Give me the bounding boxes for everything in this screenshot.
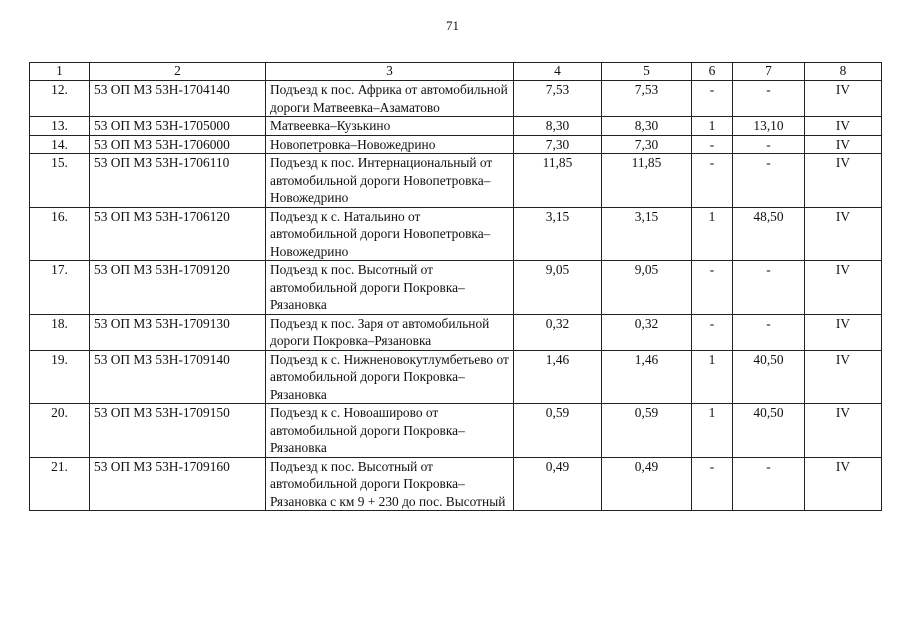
road-name: Подъезд к с. Натальино от автомобильной дороги Новопетровка–Новожедрино — [266, 207, 514, 261]
road-length-2: 1,46 — [602, 350, 692, 404]
table-header — [30, 63, 882, 81]
road-length-2: 0,59 — [602, 404, 692, 458]
road-category: IV — [805, 135, 882, 154]
table-row — [30, 81, 882, 117]
road-code: 53 ОП МЗ 53Н-1709160 — [90, 457, 266, 511]
col-7-value: - — [733, 135, 805, 154]
road-name: Подъезд к пос. Интернациональный от автомобильной дороги Новопетровка–Новожедрино — [266, 154, 514, 208]
page-number: 71 — [446, 18, 459, 33]
row-number: 15. — [30, 154, 90, 208]
road-code: 53 ОП МЗ 53Н-1706000 — [90, 135, 266, 154]
header-col-7: 7 — [733, 63, 805, 81]
road-code: 53 ОП МЗ 53Н-1709140 — [90, 350, 266, 404]
table-row — [30, 404, 882, 458]
road-length: 8,30 — [514, 117, 602, 136]
table-row — [30, 117, 882, 136]
row-number: 18. — [30, 314, 90, 350]
road-length: 1,46 — [514, 350, 602, 404]
col-6-value: - — [692, 135, 733, 154]
road-category: IV — [805, 404, 882, 458]
header-col-5: 5 — [602, 63, 692, 81]
col-6-value: - — [692, 261, 733, 315]
col-7-value: 40,50 — [733, 404, 805, 458]
road-code: 53 ОП МЗ 53Н-1709120 — [90, 261, 266, 315]
road-length-2: 0,49 — [602, 457, 692, 511]
road-category: IV — [805, 314, 882, 350]
col-6-value: 1 — [692, 207, 733, 261]
row-number: 12. — [30, 81, 90, 117]
road-length: 0,49 — [514, 457, 602, 511]
road-length: 0,32 — [514, 314, 602, 350]
road-length-2: 9,05 — [602, 261, 692, 315]
col-6-value: 1 — [692, 117, 733, 136]
table-row — [30, 350, 882, 404]
roads-table — [29, 62, 882, 511]
road-length: 7,30 — [514, 135, 602, 154]
road-length-2: 3,15 — [602, 207, 692, 261]
table-row — [30, 135, 882, 154]
row-number: 14. — [30, 135, 90, 154]
road-length-2: 7,53 — [602, 81, 692, 117]
road-name: Подъезд к пос. Высотный от автомобильной дороги Покровка–Рязановка — [266, 261, 514, 315]
road-name: Новопетровка–Новожедрино — [266, 135, 514, 154]
table-body — [30, 81, 882, 511]
road-length-2: 11,85 — [602, 154, 692, 208]
road-length: 0,59 — [514, 404, 602, 458]
road-length-2: 0,32 — [602, 314, 692, 350]
col-7-value: 13,10 — [733, 117, 805, 136]
road-name: Подъезд к пос. Африка от автомобильной дороги Матвеевка–Азаматово — [266, 81, 514, 117]
road-category: IV — [805, 350, 882, 404]
col-6-value: 1 — [692, 350, 733, 404]
col-7-value: 48,50 — [733, 207, 805, 261]
road-code: 53 ОП МЗ 53Н-1706110 — [90, 154, 266, 208]
road-name: Подъезд к пос. Заря от автомобильной дороги Покровка–Рязановка — [266, 314, 514, 350]
road-category: IV — [805, 457, 882, 511]
col-6-value: - — [692, 81, 733, 117]
col-6-value: 1 — [692, 404, 733, 458]
road-category: IV — [805, 261, 882, 315]
road-category: IV — [805, 154, 882, 208]
road-length-2: 8,30 — [602, 117, 692, 136]
header-col-3: 3 — [266, 63, 514, 81]
table-row — [30, 314, 882, 350]
road-length: 11,85 — [514, 154, 602, 208]
road-length: 9,05 — [514, 261, 602, 315]
road-code: 53 ОП МЗ 53Н-1704140 — [90, 81, 266, 117]
col-6-value: - — [692, 314, 733, 350]
header-col-4: 4 — [514, 63, 602, 81]
row-number: 20. — [30, 404, 90, 458]
road-code: 53 ОП МЗ 53Н-1709130 — [90, 314, 266, 350]
road-length-2: 7,30 — [602, 135, 692, 154]
row-number: 16. — [30, 207, 90, 261]
road-name: Подъезд к с. Нижненовокутлумбетьево от автомобильной дороги Покровка–Рязановка — [266, 350, 514, 404]
col-7-value: - — [733, 154, 805, 208]
road-category: IV — [805, 207, 882, 261]
header-col-1: 1 — [30, 63, 90, 81]
row-number: 21. — [30, 457, 90, 511]
road-length: 7,53 — [514, 81, 602, 117]
table-row — [30, 457, 882, 511]
col-7-value: 40,50 — [733, 350, 805, 404]
road-category: IV — [805, 81, 882, 117]
col-6-value: - — [692, 457, 733, 511]
col-7-value: - — [733, 314, 805, 350]
road-code: 53 ОП МЗ 53Н-1705000 — [90, 117, 266, 136]
row-number: 13. — [30, 117, 90, 136]
road-code: 53 ОП МЗ 53Н-1706120 — [90, 207, 266, 261]
col-7-value: - — [733, 261, 805, 315]
col-7-value: - — [733, 81, 805, 117]
road-name: Матвеевка–Кузькино — [266, 117, 514, 136]
table-row — [30, 261, 882, 315]
header-col-6: 6 — [692, 63, 733, 81]
table-row — [30, 207, 882, 261]
row-number: 19. — [30, 350, 90, 404]
road-length: 3,15 — [514, 207, 602, 261]
table-row — [30, 154, 882, 208]
road-code: 53 ОП МЗ 53Н-1709150 — [90, 404, 266, 458]
col-7-value: - — [733, 457, 805, 511]
road-name: Подъезд к пос. Высотный от автомобильной дороги Покровка–Рязановка с км 9 + 230 до пос. Высотный — [266, 457, 514, 511]
col-6-value: - — [692, 154, 733, 208]
road-category: IV — [805, 117, 882, 136]
road-name: Подъезд к с. Новоаширово от автомобильной дороги Покровка–Рязановка — [266, 404, 514, 458]
header-col-2: 2 — [90, 63, 266, 81]
header-col-8: 8 — [805, 63, 882, 81]
row-number: 17. — [30, 261, 90, 315]
